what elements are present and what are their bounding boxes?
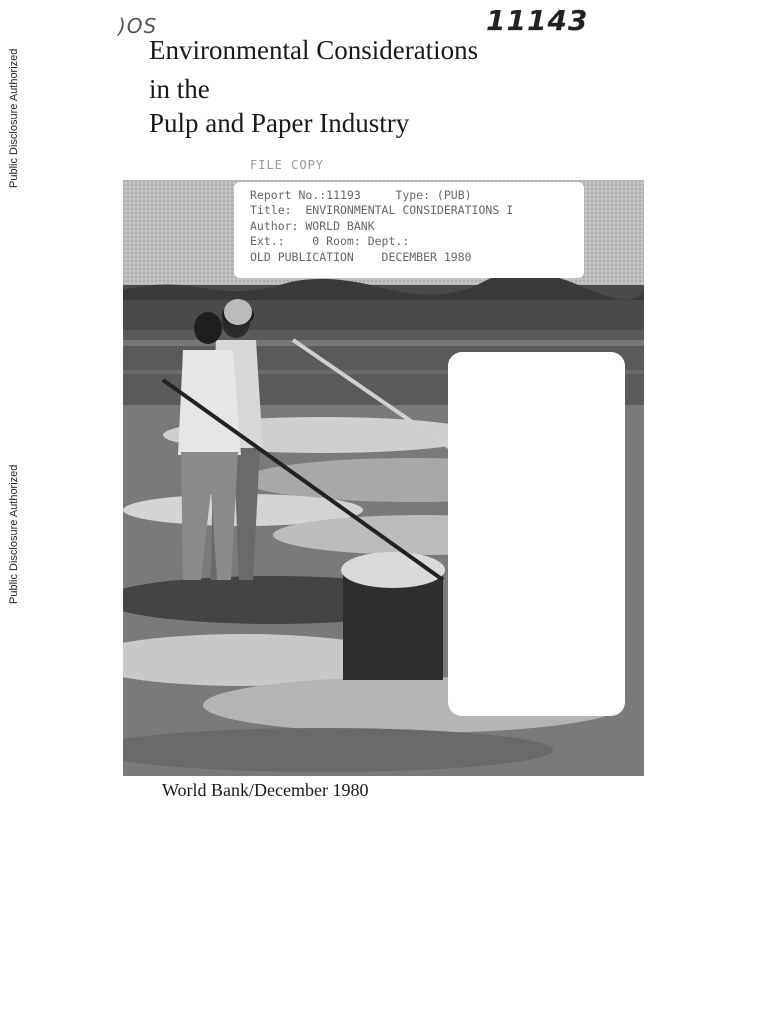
report-info-label (234, 182, 584, 278)
handwritten-note: )OS (118, 14, 158, 38)
document-title-line-2: in the (149, 74, 210, 104)
file-copy-stamp: FILE COPY (250, 158, 325, 172)
report-publication-line: OLD PUBLICATION DECEMBER 1980 (250, 249, 472, 264)
report-title-line: Title: ENVIRONMENTAL CONSIDERATIONS I (250, 203, 514, 218)
report-ext-line: Ext.: 0 Room: Dept.: (250, 234, 410, 249)
public-disclosure-note: Public Disclosure Authorized (8, 464, 20, 604)
document-title-line-1: Environmental Considerations (149, 35, 479, 65)
public-disclosure-note: Public Disclosure Authorized (8, 48, 20, 188)
report-author-line: Author: WORLD BANK (250, 218, 375, 233)
publisher-date: World Bank/December 1980 (162, 780, 369, 800)
report-number-line: Report No.:11193 Type: (PUB) (250, 188, 472, 202)
document-title-line-3: Pulp and Paper Industry (149, 108, 410, 138)
handwritten-report-number: 11143 (486, 4, 589, 37)
